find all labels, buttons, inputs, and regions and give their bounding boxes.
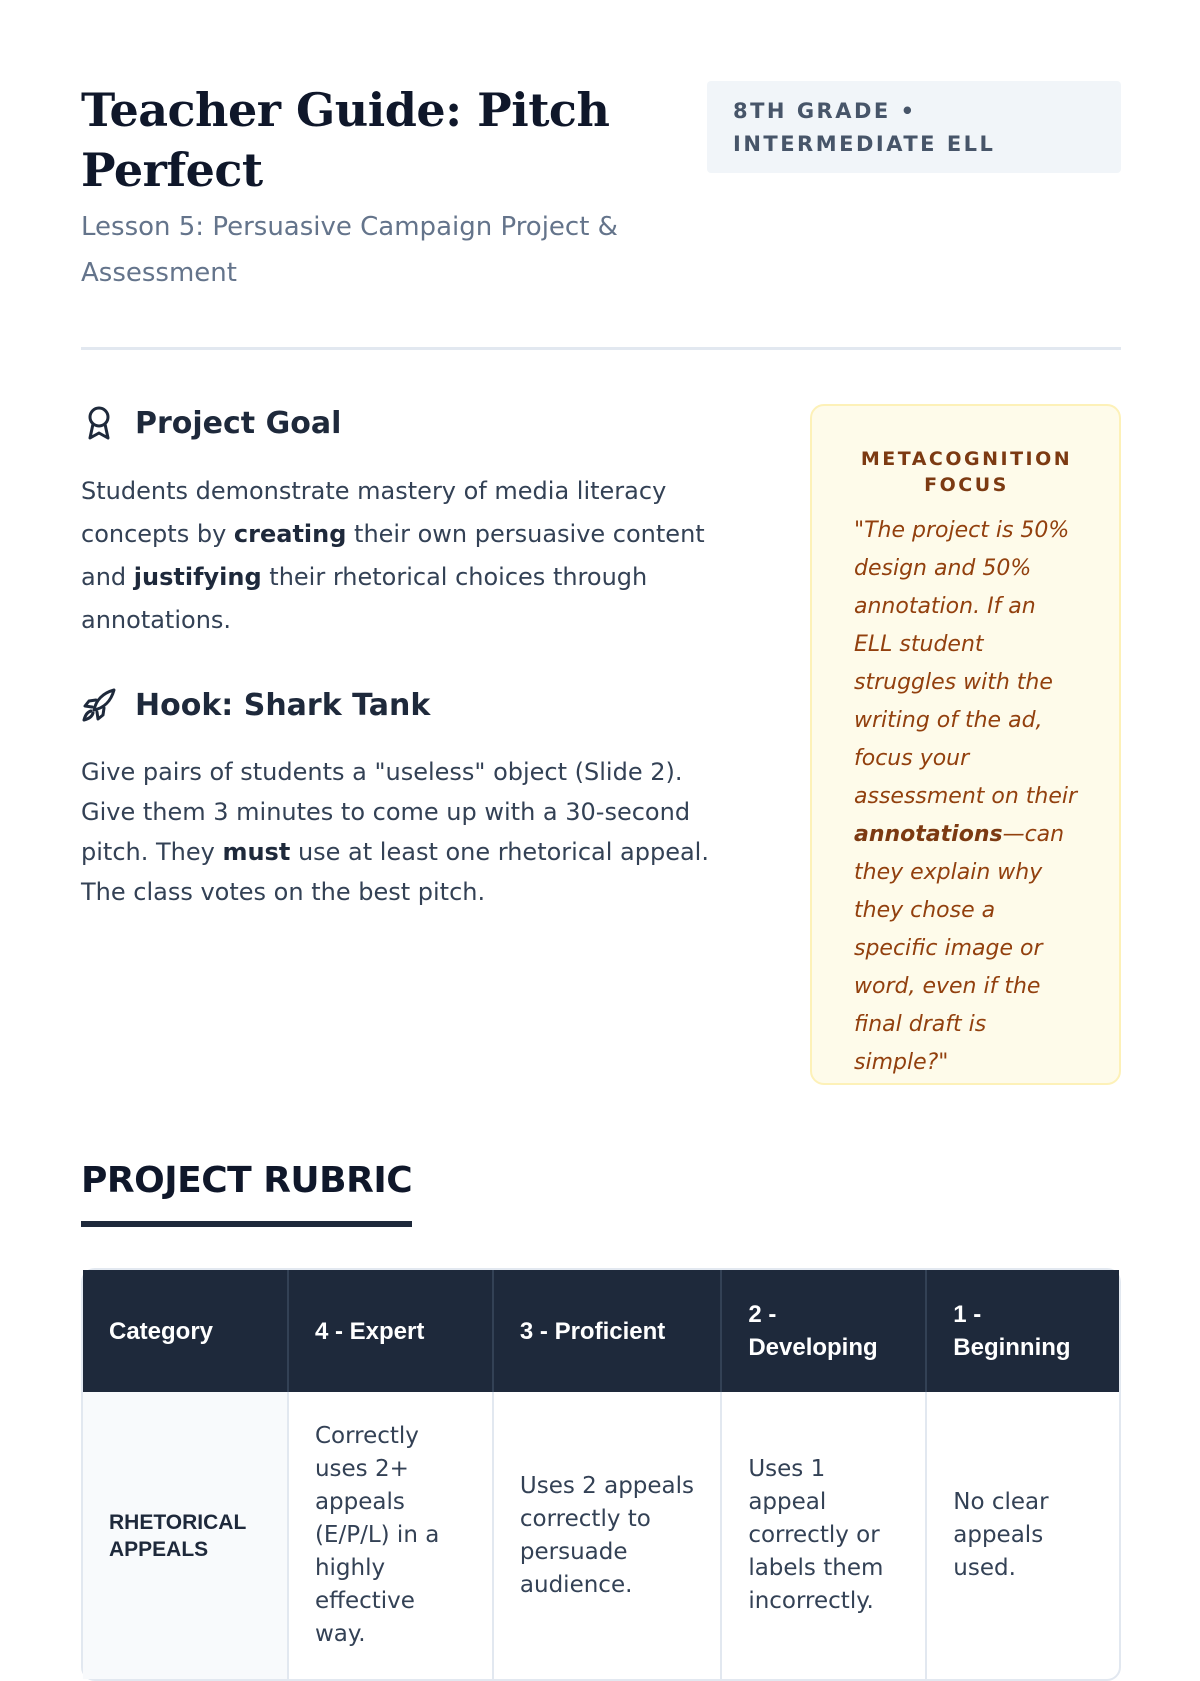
- goal-text-part: Students demonstrate mastery of media literacy concepts by: [81, 477, 667, 548]
- hook-heading: [81, 687, 430, 723]
- rubric-cell-expert: Correctly uses 2+ appeals (E/P/L) in a highly effective way.: [288, 1392, 493, 1679]
- project-goal-heading: [81, 405, 341, 441]
- rubric-header-beginning: 1 - Beginning: [926, 1270, 1119, 1392]
- rubric-header-category: Category: [83, 1270, 288, 1392]
- goal-text-part: their own persuasive content and: [81, 520, 705, 591]
- hook-emphasis-must: must: [222, 838, 291, 866]
- hook-text-part: use at least one rhetorical appeal. The class votes on the best pitch.: [81, 838, 709, 906]
- callout-emphasis: annotations: [854, 822, 1003, 847]
- callout-label: METACOGNITION FOCUS: [860, 448, 1073, 496]
- rubric-cell-proficient: Uses 2 appeals correctly to persuade audience.: [493, 1392, 721, 1679]
- rubric-title: PROJECT RUBRIC: [81, 1160, 412, 1227]
- grade-level-badge: 8TH GRADE • INTERMEDIATE ELL: [707, 81, 1121, 173]
- rubric-cell-beginning: No clear appeals used.: [953, 1489, 1049, 1581]
- goal-text-part: their rhetorical choices through annotations.: [81, 563, 648, 634]
- rubric-header-proficient: 3 - Proficient: [493, 1270, 721, 1392]
- page-subtitle: Lesson 5: Persuasive Campaign Project & Assessment: [81, 212, 618, 288]
- callout-quote: [854, 512, 1079, 1082]
- rubric-header-row: [83, 1270, 1119, 1392]
- project-goal-text: [81, 470, 741, 642]
- callout-quote-part: "The project is 50% design and 50% annotation. If an ELL student struggles with the writing of the ad, focus your assessment on their: [854, 518, 1078, 809]
- header: [81, 80, 1121, 350]
- goal-emphasis-justifying: justifying: [133, 563, 262, 591]
- page-title: Teacher Guide: Pitch Perfect: [81, 83, 610, 197]
- callout-quote-part: —can they explain why they chose a specific image or word, even if the final draft is simple?": [854, 822, 1065, 1075]
- rubric-header-developing: 2 - Developing: [721, 1270, 926, 1392]
- hook-text-part: Give pairs of students a "useless" object (Slide 2). Give them 3 minutes to come up with a 30-second pitch. They: [81, 758, 691, 866]
- rubric-table: [81, 1268, 1121, 1681]
- rubric-category-cell: RHETORICAL APPEALS: [83, 1392, 288, 1679]
- goal-emphasis-creating: creating: [233, 520, 347, 548]
- rocket-icon: [81, 687, 117, 723]
- rubric-cell-developing: Uses 1 appeal correctly or labels them incorrectly.: [721, 1392, 926, 1679]
- metacognition-callout: [810, 404, 1121, 1085]
- project-goal-title: Project Goal: [135, 405, 342, 441]
- hook-text: [81, 752, 741, 912]
- rubric-header-expert: 4 - Expert: [288, 1270, 493, 1392]
- award-ribbon-icon: [81, 405, 117, 441]
- header-divider: [81, 347, 1121, 350]
- table-row: [83, 1392, 1119, 1679]
- hook-title: Hook: Shark Tank: [135, 687, 431, 723]
